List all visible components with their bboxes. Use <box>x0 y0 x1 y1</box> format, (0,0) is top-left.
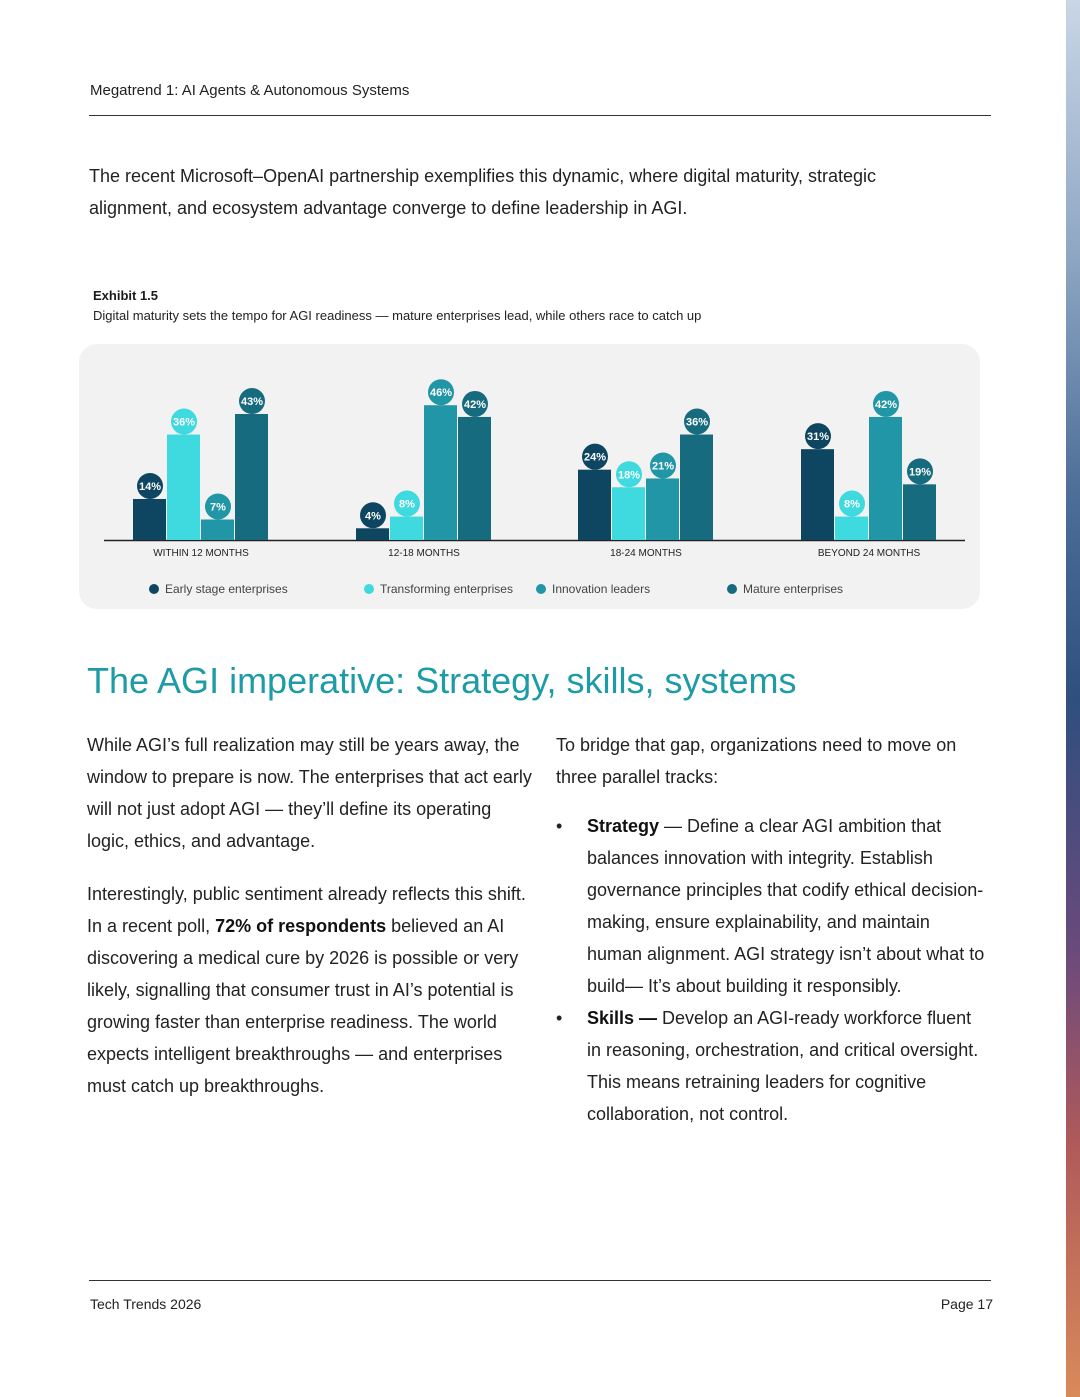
data-label: 36% <box>685 416 709 429</box>
right-column <box>556 729 986 1130</box>
legend-item-innovation <box>536 582 650 596</box>
bar-3-2 <box>869 417 902 540</box>
bar-chart <box>79 344 980 609</box>
bar-0-1 <box>167 435 200 540</box>
list-item-strategy <box>556 810 986 1002</box>
data-label: 21% <box>651 460 675 473</box>
category-label: 12-18 MONTHS <box>388 548 460 559</box>
right-intro: To bridge that gap, organizations need to move on three parallel tracks: <box>556 735 957 787</box>
text-span: Interestingly, public sentiment already reflects this shift. In a recent poll, <box>87 884 526 936</box>
data-label: 31% <box>806 431 830 444</box>
bullet-icon: • <box>556 1008 563 1028</box>
exhibit-label: Exhibit 1.5 <box>93 288 159 303</box>
bar-1-3 <box>458 417 491 540</box>
decorative-side-strip <box>1066 0 1080 1397</box>
footer-title: Tech Trends 2026 <box>90 1296 202 1312</box>
data-label: 7% <box>210 501 226 514</box>
header-divider <box>89 115 991 116</box>
chart-panel <box>79 344 980 609</box>
bar-2-1 <box>612 487 645 540</box>
footer-divider <box>89 1280 991 1281</box>
legend-swatch <box>727 584 737 594</box>
left-column <box>87 729 532 1123</box>
bullet-heading: Strategy <box>587 816 660 836</box>
bar-0-2 <box>201 519 234 540</box>
data-label: 42% <box>874 398 898 411</box>
legend-label: Transforming enterprises <box>380 582 513 596</box>
tracks-list <box>556 810 986 1130</box>
bar-2-3 <box>680 435 713 540</box>
bullet-text: — Define a clear AGI ambition that balances innovation with integrity. Establish governance principles that codify ethical decision-making, ensure explainability, and maintain human alignment. AGI strategy isn’t about what to build— It’s about building it responsibly. <box>587 816 985 996</box>
data-label: 36% <box>172 416 196 429</box>
legend-swatch <box>364 584 374 594</box>
left-paragraph-2 <box>87 878 532 1102</box>
exhibit-caption: Digital maturity sets the tempo for AGI readiness — mature enterprises lead, while others race to catch up <box>93 308 702 323</box>
highlight-stat: 72% of respondents <box>215 916 387 936</box>
legend-label: Early stage enterprises <box>165 582 288 596</box>
legend-label: Mature enterprises <box>743 582 844 596</box>
bar-1-2 <box>424 405 457 540</box>
bullet-icon: • <box>556 816 563 836</box>
data-label: 42% <box>463 398 487 411</box>
bar-2-0 <box>578 470 611 540</box>
legend-item-transforming <box>364 582 513 596</box>
bar-1-1 <box>390 517 423 540</box>
data-label: 14% <box>138 480 162 493</box>
bar-3-1 <box>835 517 868 540</box>
category-label: 18-24 MONTHS <box>610 548 682 559</box>
text-span: believed an AI discovering a medical cure by 2026 is possible or very likely, signalling that consumer trust in AI’s potential is growing faster than enterprise readiness. The world expects intelligent breakthroughs — and enterprises must catch up breakthroughs. <box>87 916 519 1096</box>
category-label: BEYOND 24 MONTHS <box>817 548 921 559</box>
data-label: 4% <box>365 510 381 523</box>
bar-3-0 <box>801 449 834 540</box>
bar-2-2 <box>646 478 679 540</box>
data-label: 43% <box>240 396 264 409</box>
data-label: 18% <box>617 469 641 482</box>
page-number: Page 17 <box>940 1296 993 1312</box>
bar-1-0 <box>356 528 389 540</box>
legend-swatch <box>149 584 159 594</box>
bar-0-0 <box>133 499 166 540</box>
bar-0-3 <box>235 414 268 540</box>
data-label: 8% <box>844 498 860 511</box>
section-title: The AGI imperative: Strategy, skills, systems <box>87 660 797 701</box>
legend-label: Innovation leaders <box>552 582 651 596</box>
bullet-text: Develop an AGI-ready workforce fluent in reasoning, orchestration, and critical oversight. This means retraining leaders for cognitive collaboration, not control. <box>587 1008 979 1124</box>
data-label: 19% <box>908 466 932 479</box>
bar-3-3 <box>903 484 936 540</box>
bullet-heading: Skills — <box>587 1008 658 1028</box>
legend-item-mature <box>727 582 843 596</box>
left-paragraph-1: While AGI’s full realization may still be years away, the window to prepare is now. The enterprises that act early will not just adopt AGI — they’ll define its operating logic, ethics, and advantage. <box>87 735 532 851</box>
data-label: 24% <box>583 451 607 464</box>
list-item-skills <box>556 1002 986 1130</box>
category-label: WITHIN 12 MONTHS <box>153 548 249 559</box>
data-label: 8% <box>399 498 415 511</box>
intro-paragraph: The recent Microsoft–OpenAI partnership exemplifies this dynamic, where digital maturity, strategic alignment, and ecosystem advantage converge to define leadership in AGI. <box>89 166 876 218</box>
legend-swatch <box>536 584 546 594</box>
data-label: 46% <box>429 387 453 400</box>
legend-item-early <box>149 582 288 596</box>
running-head: Megatrend 1: AI Agents & Autonomous Systems <box>90 82 410 99</box>
